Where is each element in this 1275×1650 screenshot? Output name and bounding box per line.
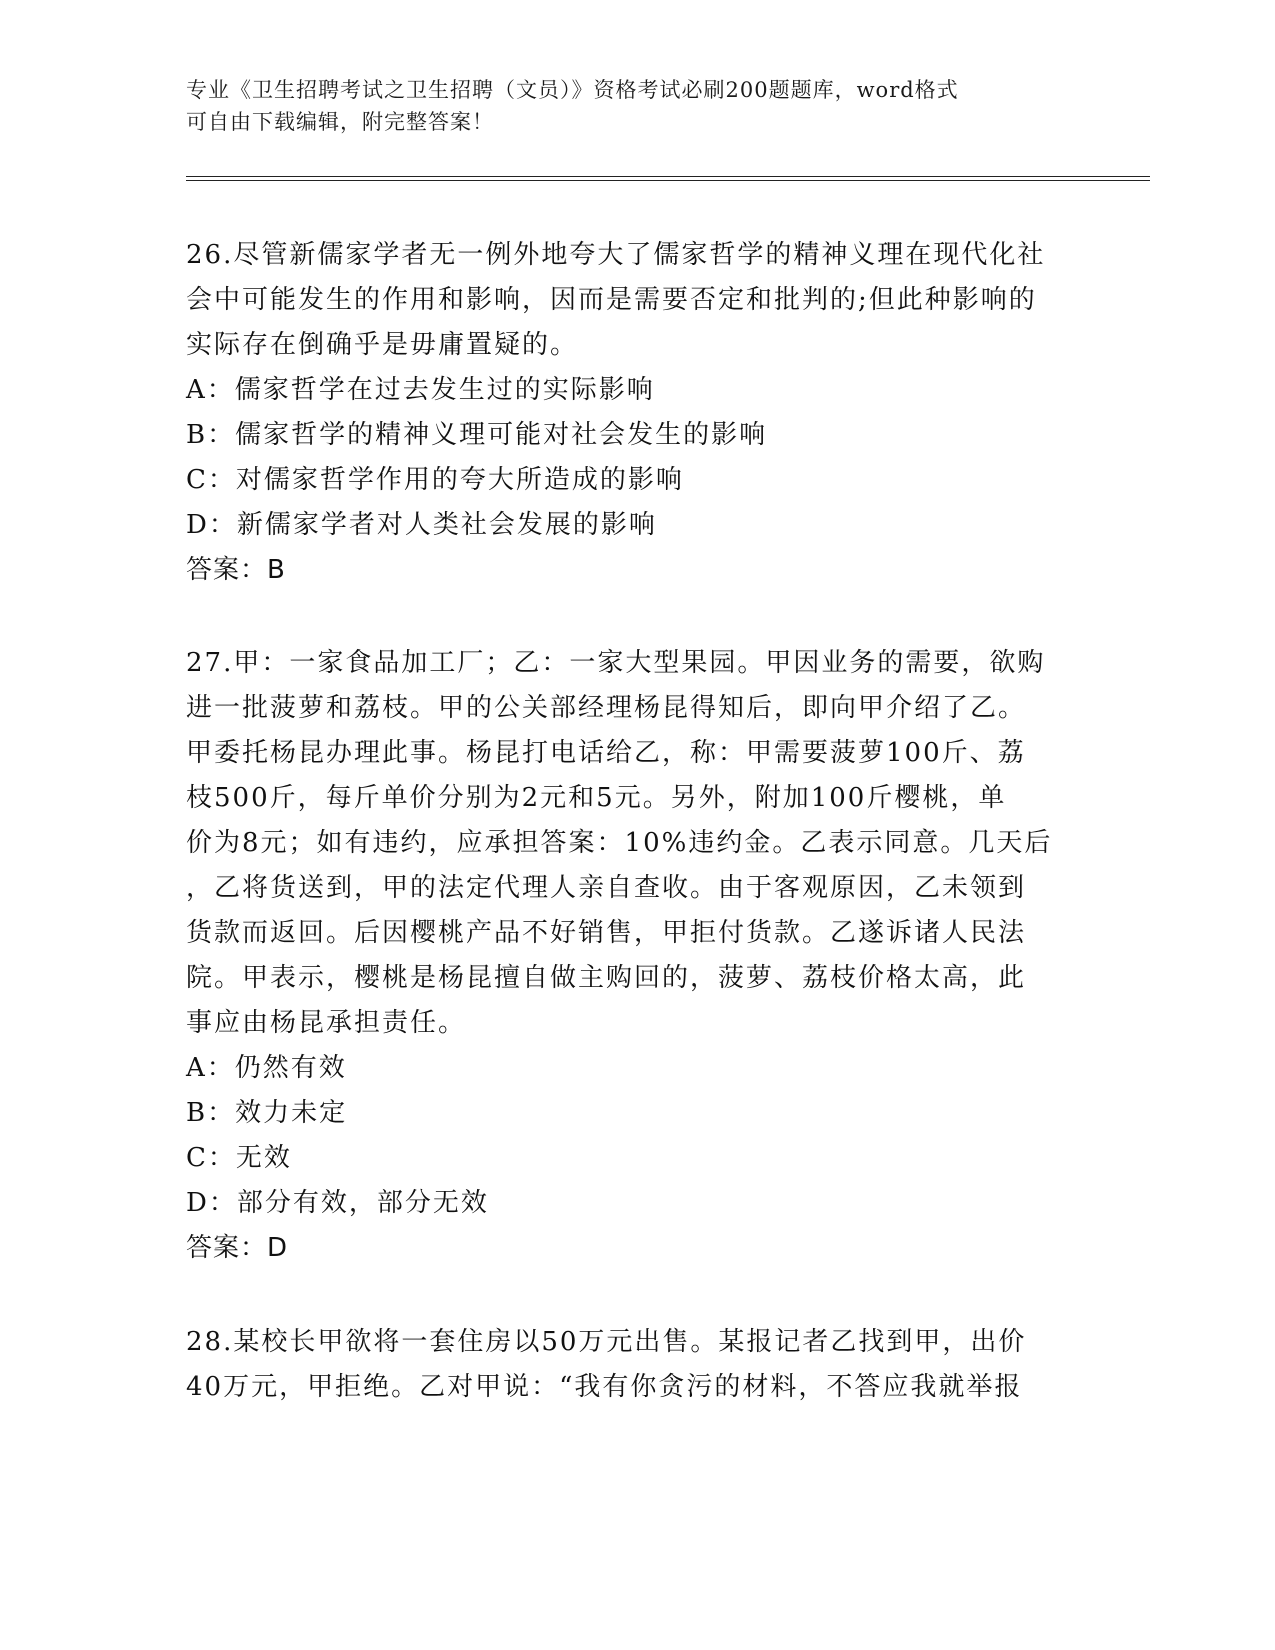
question-text-line: 会中可能发生的作用和影响，因而是需要否定和批判的;但此种影响的 (186, 285, 1037, 315)
question-text-line: 进一批菠萝和荔枝。甲的公关部经理杨昆得知后，即向甲介绍了乙。 (186, 693, 1027, 723)
question-text-line: 28.某校长甲欲将一套住房以50万元出售。某报记者乙找到甲，出价 (186, 1327, 1027, 1357)
question-text-line: 26.尽管新儒家学者无一例外地夸大了儒家哲学的精神义理在现代化社 (186, 240, 1046, 270)
header-line-1: 专业《卫生招聘考试之卫生招聘（文员）》资格考试必刷200题题库，word格式 (186, 78, 959, 102)
option-b: B：效力未定 (186, 1098, 348, 1128)
question-text-line: ，乙将货送到，甲的法定代理人亲自查收。由于客观原因，乙未领到 (186, 873, 1027, 903)
question-text-line: 院。甲表示，樱桃是杨昆擅自做主购回的，菠萝、荔枝价格太高，此 (186, 963, 1027, 993)
question-text-line: 40万元，甲拒绝。乙对甲说：“我有你贪污的材料，不答应我就举报 (186, 1372, 1023, 1402)
header-line-2: 可自由下载编辑，附完整答案！ (186, 110, 494, 134)
question-28 (186, 1320, 1066, 1410)
question-text-line: 事应由杨昆承担责任。 (186, 1008, 467, 1038)
option-c: C：对儒家哲学作用的夸大所造成的影响 (186, 465, 684, 495)
question-27 (186, 641, 1066, 1271)
question-text-line: 甲委托杨昆办理此事。杨昆打电话给乙，称：甲需要菠萝100斤、荔 (186, 738, 1026, 768)
option-c: C：无效 (186, 1143, 292, 1173)
header-double-rule (186, 176, 1150, 181)
question-text-line: 价为8元；如有违约，应承担答案：10%违约金。乙表示同意。几天后 (186, 828, 1053, 858)
option-a: A：儒家哲学在过去发生过的实际影响 (186, 375, 655, 405)
option-d: D：新儒家学者对人类社会发展的影响 (186, 510, 657, 540)
question-text-line: 实际存在倒确乎是毋庸置疑的。 (186, 330, 579, 360)
option-d: D：部分有效，部分无效 (186, 1188, 489, 1218)
question-text-line: 27.甲：一家食品加工厂；乙：一家大型果园。甲因业务的需要，欲购 (186, 648, 1046, 678)
option-b: B：儒家哲学的精神义理可能对社会发生的影响 (186, 420, 768, 450)
document-header (186, 74, 1066, 138)
answer-label: 答案：D (186, 1233, 289, 1263)
question-26 (186, 233, 1066, 593)
question-text-line: 货款而返回。后因樱桃产品不好销售，甲拒付货款。乙遂诉诸人民法 (186, 918, 1027, 948)
option-a: A：仍然有效 (186, 1053, 347, 1083)
answer-label: 答案：B (186, 555, 286, 585)
question-text-line: 枝500斤，每斤单价分别为2元和5元。另外，附加100斤樱桃，单 (186, 783, 1007, 813)
